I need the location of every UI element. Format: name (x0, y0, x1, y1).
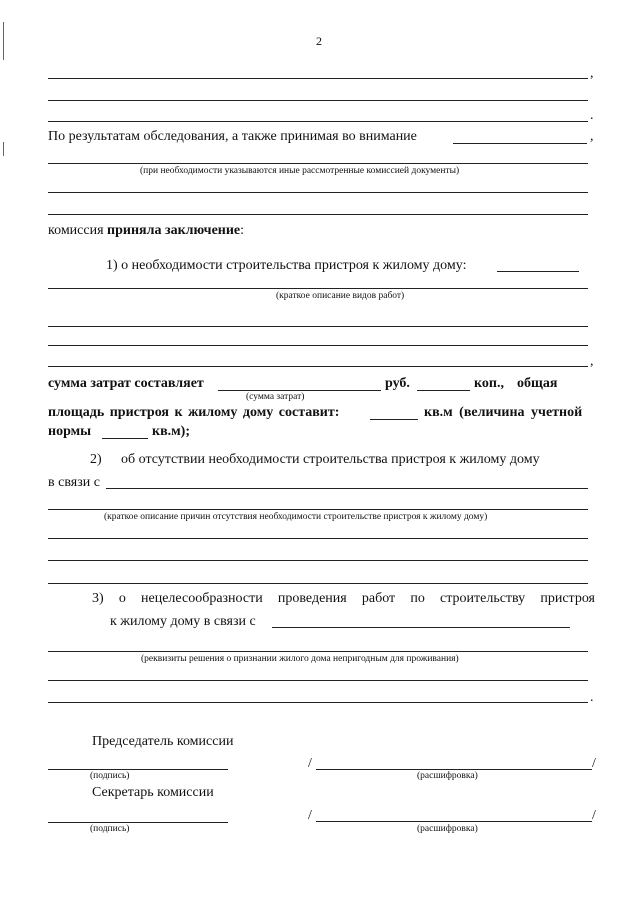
blank-line (48, 326, 588, 327)
item3-period: . (590, 690, 594, 705)
conclusion-heading (48, 223, 244, 239)
blank-line (48, 78, 588, 79)
blank-line (48, 288, 588, 289)
page-number: 2 (316, 34, 322, 48)
cost-hint: (сумма затрат) (246, 392, 305, 402)
secretary-signature-line[interactable] (48, 822, 228, 823)
blank-line (48, 560, 588, 561)
blank-line (48, 583, 588, 584)
area-unit: кв.м (величина учетной (424, 405, 583, 420)
conclusion-bold: приняла заключение (107, 223, 241, 238)
area-blank[interactable] (370, 419, 418, 420)
secretary-slash-right: / (592, 808, 596, 823)
chairman-sign-hint: (подпись) (90, 771, 130, 781)
item2-hint: (краткое описание причин отсутствия необходимости строительстве пристроя к жилому дому) (104, 512, 488, 522)
item2-text: об отсутствии необходимости строительства пристроя к жилому дому (121, 452, 540, 467)
area-line2-prefix: нормы (48, 424, 92, 439)
item3-line1: 3) о нецелесообразности проведения работ по строительству пристроя (92, 591, 595, 606)
cost-rub-blank[interactable] (218, 390, 381, 391)
cost-label: сумма затрат составляет (48, 376, 204, 391)
blank-line (48, 163, 588, 164)
blank-line (48, 121, 588, 122)
chairman-decode-line[interactable] (316, 769, 592, 770)
secretary-sign-hint: (подпись) (90, 824, 130, 834)
blank-line (48, 100, 588, 101)
secretary-slash-left: / (308, 808, 312, 823)
line-period: . (590, 108, 594, 123)
chairman-slash-right: / (592, 756, 596, 771)
survey-blank[interactable] (453, 143, 587, 144)
secretary-decode-line[interactable] (316, 821, 592, 822)
cost-kop-blank[interactable] (417, 390, 470, 391)
item2-blank[interactable] (106, 488, 588, 489)
chairman-title: Председатель комиссии (92, 734, 234, 749)
scan-edge-mark (3, 142, 4, 156)
item3-hint: (реквизиты решения о признании жилого дома непригодным для проживания) (141, 654, 459, 664)
item2-cont: в связи с (48, 475, 100, 490)
blank-line (48, 214, 588, 215)
cost-kop: коп., (474, 376, 504, 391)
item1-blank[interactable] (497, 271, 579, 272)
blank-line (48, 680, 588, 681)
conclusion-suffix: : (240, 223, 245, 238)
scan-edge-mark (3, 22, 4, 60)
chairman-slash-left: / (308, 756, 312, 771)
area-line2-suffix: кв.м); (152, 424, 190, 439)
survey-hint: (при необходимости указываются иные рассмотренные комиссией документы) (140, 166, 460, 176)
survey-comma: , (590, 129, 594, 144)
blank-line (48, 366, 588, 367)
blank-line (48, 192, 588, 193)
chairman-signature-line[interactable] (48, 769, 228, 770)
conclusion-prefix: комиссия (48, 223, 108, 238)
blank-line (48, 702, 588, 703)
item3-blank[interactable] (272, 627, 570, 628)
secretary-title: Секретарь комиссии (92, 785, 214, 800)
cost-rub: руб. (385, 376, 410, 391)
blank-line (48, 651, 588, 652)
blank-line (48, 538, 588, 539)
blank-line (48, 345, 588, 346)
item1-hint: (краткое описание видов работ) (276, 291, 405, 301)
chairman-decode-hint: (расшифровка) (417, 771, 478, 781)
blank-line (48, 509, 588, 510)
item1-comma: , (590, 354, 594, 369)
area-line1: площадь пристроя к жилому дому составит: (48, 405, 340, 420)
item3-line2: к жилому дому в связи с (110, 614, 256, 629)
cost-general: общая (517, 376, 558, 391)
item2-number: 2) (90, 452, 102, 467)
secretary-decode-hint: (расшифровка) (417, 824, 478, 834)
line-comma: , (590, 66, 594, 81)
survey-text: По результатам обследования, а также принимая во внимание (48, 129, 417, 144)
norm-blank[interactable] (102, 438, 148, 439)
item1-text: 1) о необходимости строительства пристроя к жилому дому: (106, 258, 467, 273)
